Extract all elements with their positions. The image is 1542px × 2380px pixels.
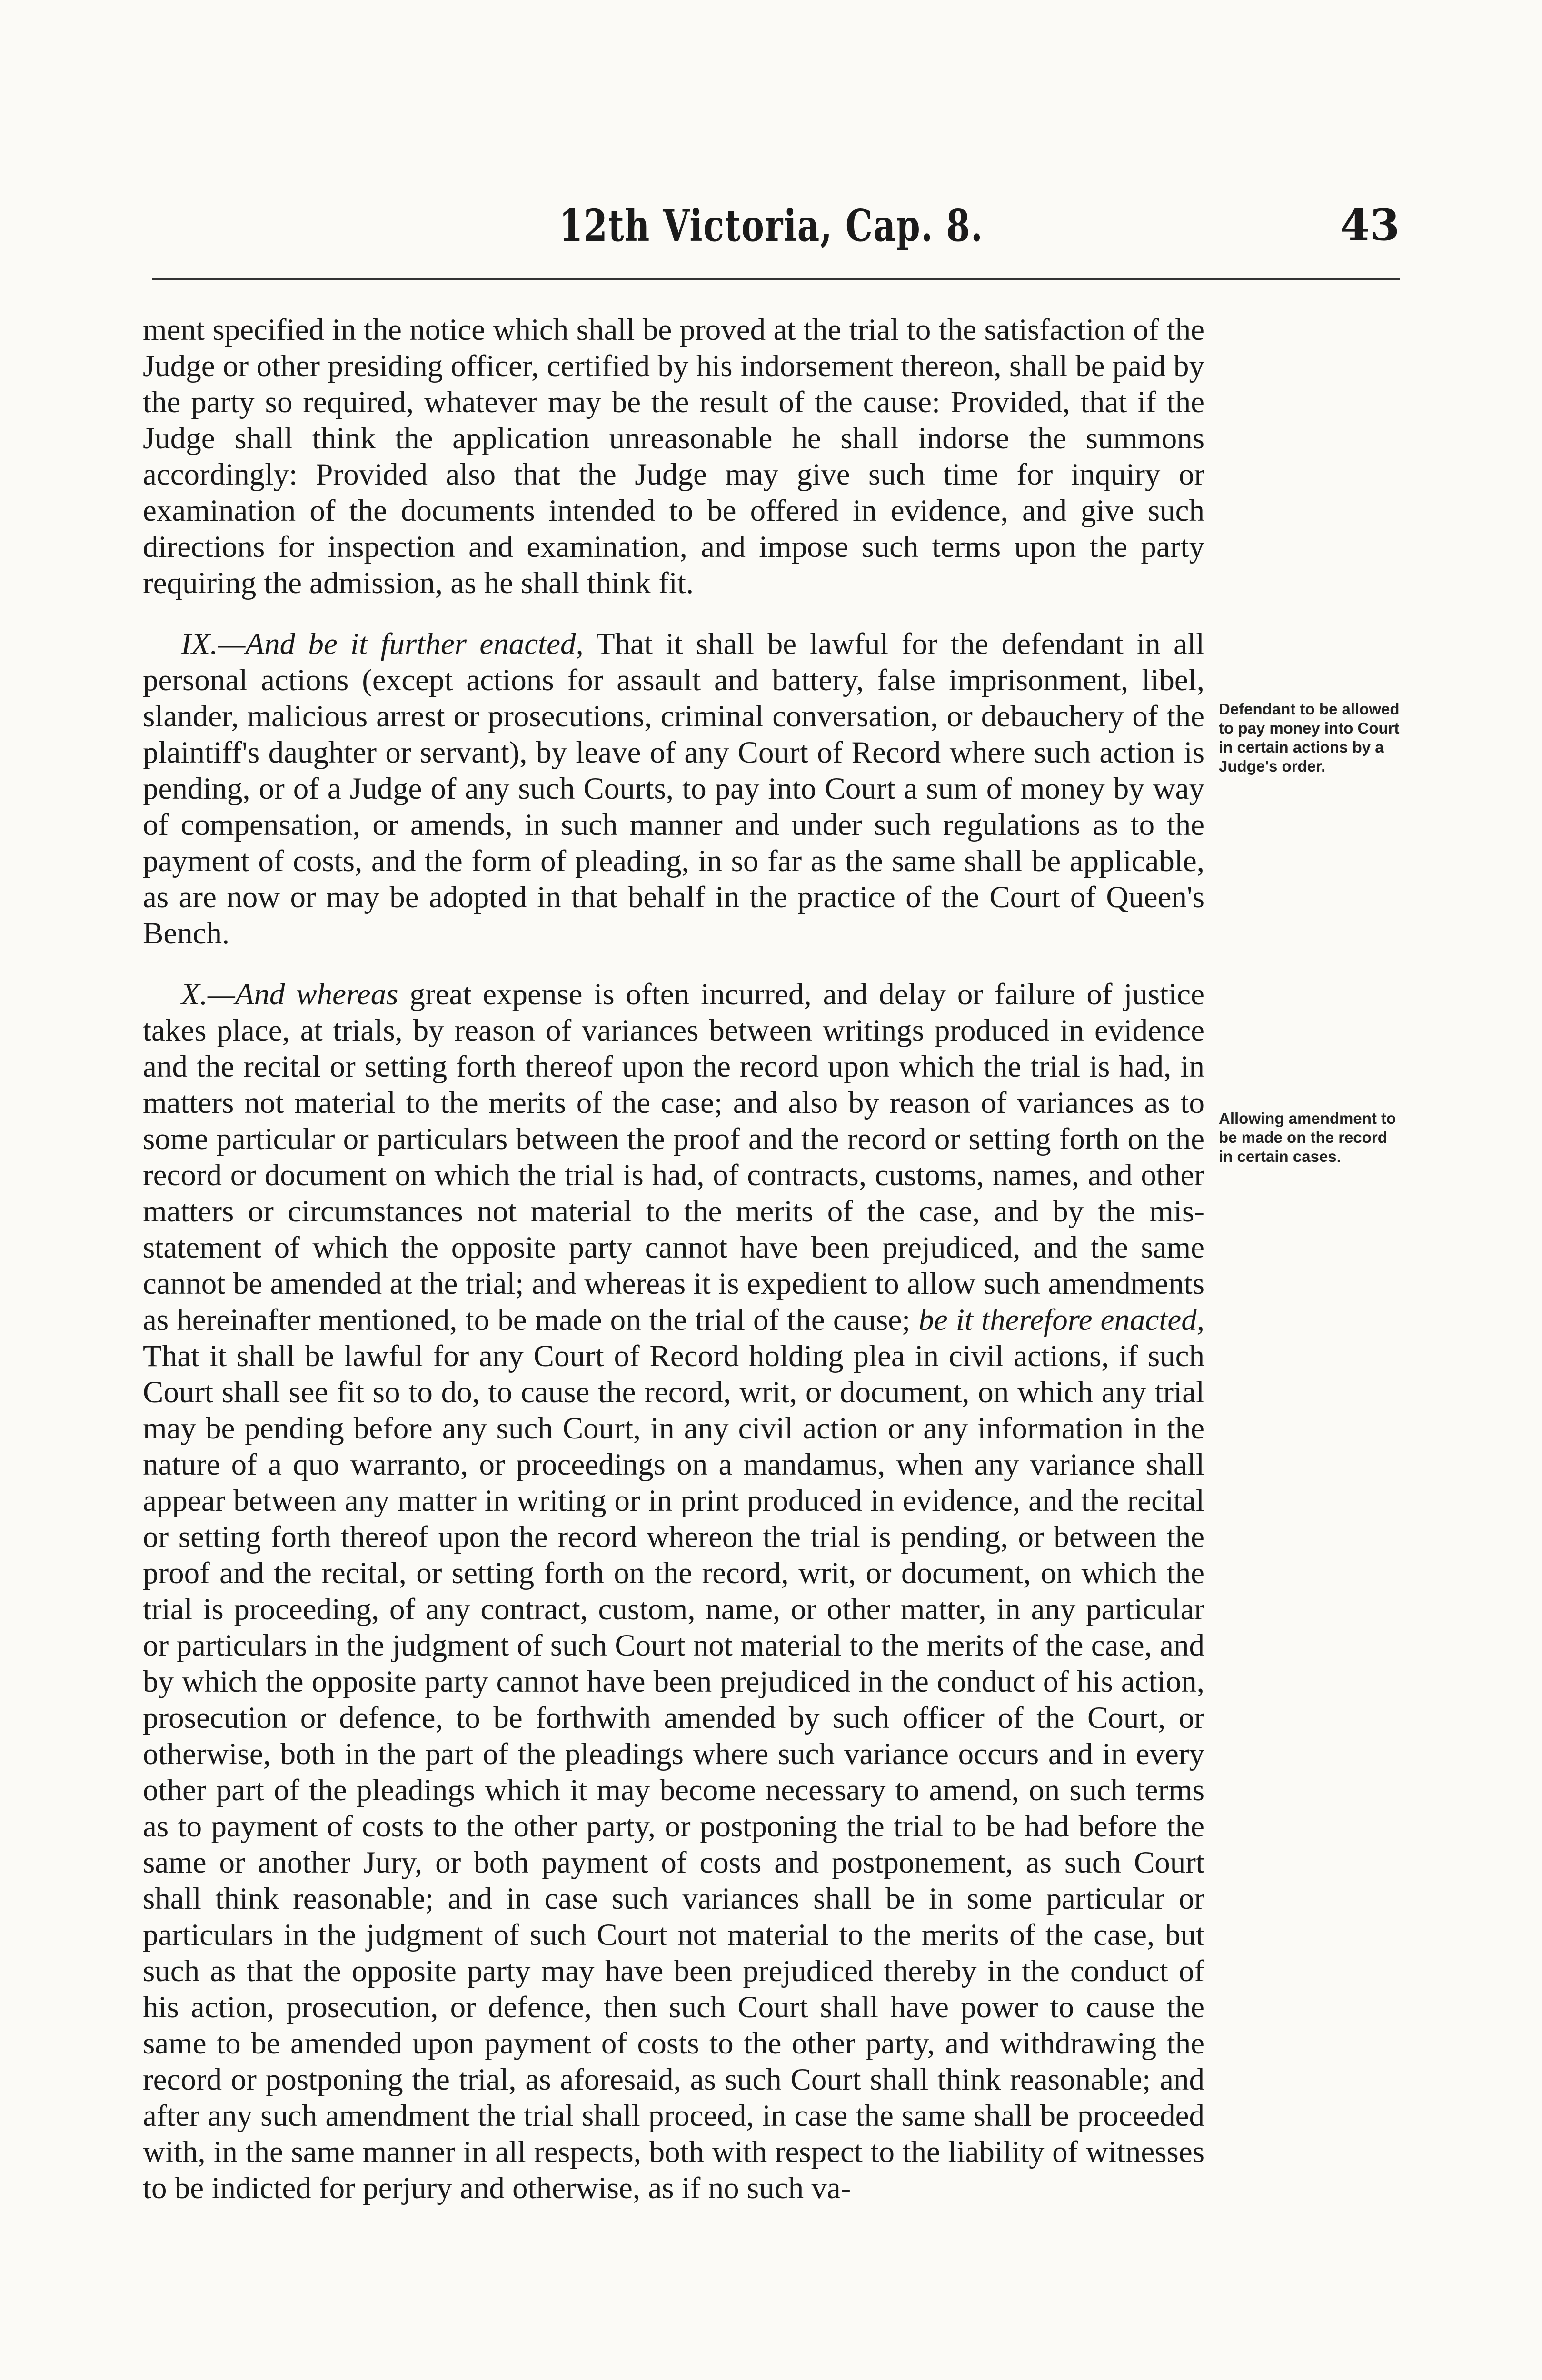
- section-text-continued: That it shall be lawful for any Court of Record holding plea in civil actions, if such Court shall see fit so to do, to cause the record, writ, or document, on which any trial may be pending before any such Court, in any civil action or any information in the nature of a quo warranto, or proceedings on a mandamus, when any variance shall appear between any matter in writing or in print produced in evidence, and the recital or setting forth thereof upon the record whereon the trial is pending, or between the proof and the recital, or setting forth on the record, writ, or document, on which the trial is proceeding, of any contract, custom, name, or other matter, in any particular or particulars in the judgment of such Court not material to the merits of the case, and by which the opposite party cannot have been prejudiced in the conduct of his action, prosecution or defence, to be forthwith amended by such officer of the Court, or otherwise, both in the part of the pleadings where such variance occurs and in every other part of the pleadings which it may become necessary to amend, on such terms as to payment of costs to the other party, or postponing the trial to be had before the same or another Jury, or both payment of costs and postponement, as such Court shall think reasonable; and in case such variances shall be in some particular or particulars in the judgment of such Court not material to the merits of the case, but such as that the opposite party may have been prejudiced thereby in the conduct of his action, prosecution, or defence, then such Court shall have power to cause the same to be amended upon payment of costs to the other party, and withdrawing the record or postponing the trial, as aforesaid, as such Court shall think reasonable; and after any such amendment the trial shall proceed, in case the same shall be proceeded with, in the same manner in all respects, both with respect to the liability of witnesses to be indicted for perjury and otherwise, as if no such va-: [143, 1339, 1204, 2205]
- section-text: That it shall be lawful for the defendant in all personal actions (except actions for assault and battery, false imprisonment, libel, slander, malicious arrest or prosecutions, criminal conversation, or debauchery of the plaintiff's daughter or servant), by leave of any Court of Record where such action is pending, or of a Judge of any such Courts, to pay into Court a sum of money by way of compensation, or amends, in such manner and under such regulations as to the payment of costs, and the form of pleading, in so far as the same shall be applicable, as are now or may be adopted in that behalf in the practice of the Court of Queen's Bench.: [143, 627, 1204, 951]
- section-x: [143, 976, 1204, 2206]
- margin-note-defendant-pay-money: Defendant to be allowed to pay money into Court in certain actions by a Judge's order.: [1219, 700, 1400, 775]
- margin-note-amendment: Allowing amendment to be made on the record in certain cases.: [1219, 1110, 1396, 1165]
- paragraph-continuation: [143, 312, 1204, 601]
- page-header: [143, 200, 1400, 262]
- section-text: great expense is often incurred, and delay or failure of justice takes place, at trials, by reason of variances between writings produced in evidence and the recital or setting forth thereof upon the record upon which the trial is had, in matters not material to the merits of the case; and also by reason of variances as to some particular or particulars between the proof and the record or setting forth on the record or document on which the trial is had, of contracts, customs, names, and other matters or circumstances not material to the merits of the case, and by the mis-statement of which the opposite party cannot have been prejudiced, and the same cannot be amended at the trial; and whereas it is expedient to allow such amendments as hereinafter mentioned, to be made on the trial of the cause;: [143, 977, 1204, 1337]
- header-rule: [152, 278, 1400, 280]
- section-lead: IX.—And be it further enacted,: [181, 627, 584, 661]
- body-text: [143, 312, 1204, 2231]
- section-lead: X.—And whereas: [181, 977, 398, 1012]
- page-number: 43: [1340, 200, 1400, 250]
- enacting-clause: be it therefore enacted,: [918, 1303, 1204, 1337]
- paragraph-text: ment specified in the notice which shall be proved at the trial to the satisfaction of the Judge or other presiding officer, certified by his indorsement thereon, shall be paid by the party so required, whatever may be the result of the cause: Provided, that if the Judge shall think the application unreasonable he shall indorse the summons accordingly: Provided also that the Judge may give such time for inquiry or examination of the documents intended to be offered in evidence, and give such directions for inspection and examination, and impose such terms upon the party requiring the admission, as he shall think fit.: [143, 313, 1204, 600]
- section-ix: [143, 626, 1204, 952]
- running-title: 12th Victoria, Cap. 8.: [559, 200, 984, 251]
